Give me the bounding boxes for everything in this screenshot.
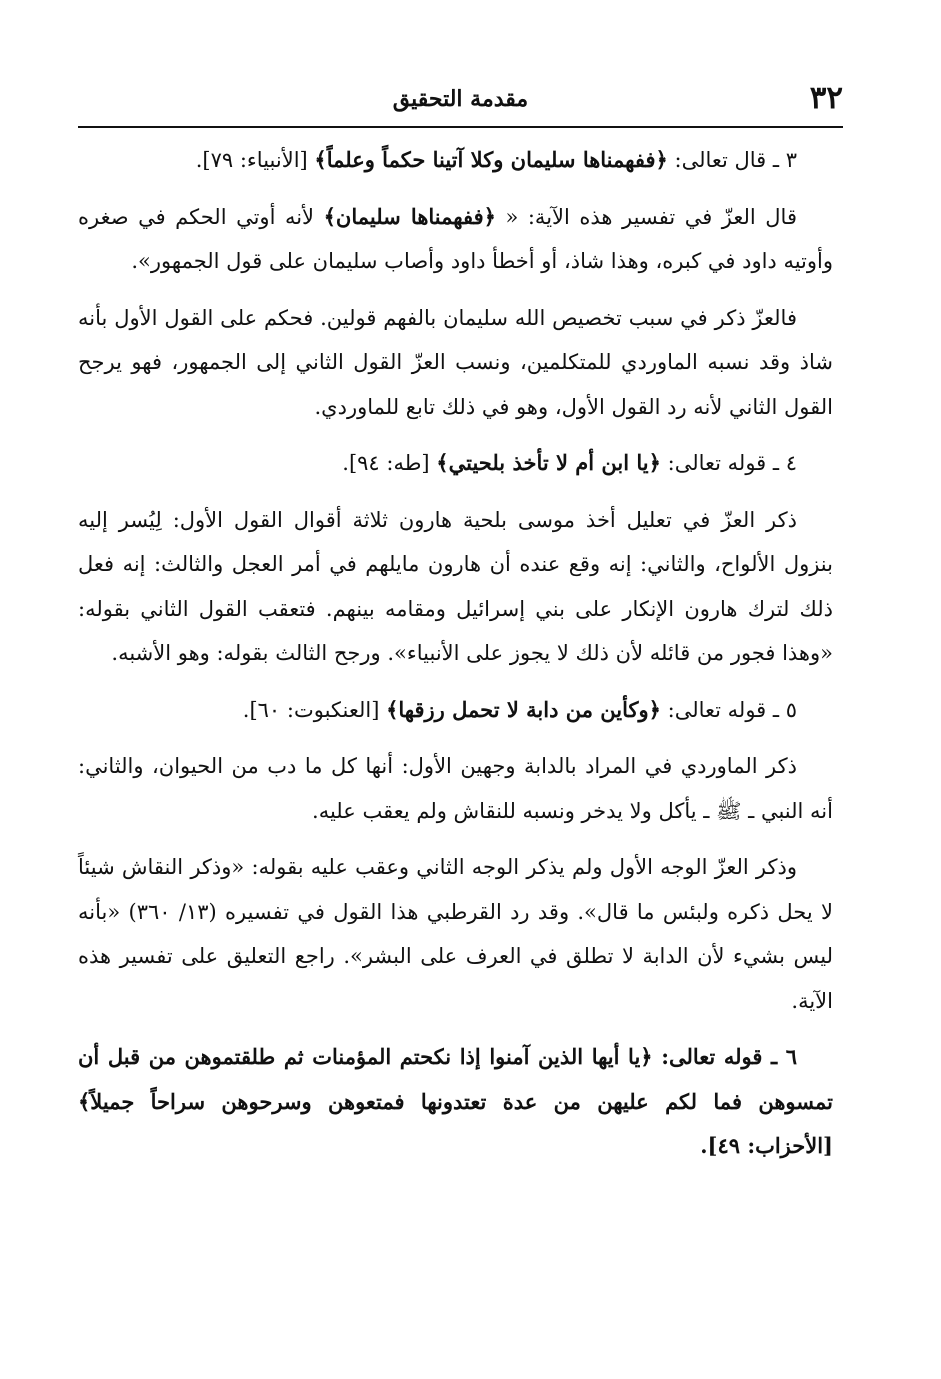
page-number: ٣٢ [809,80,843,116]
commentary-paragraph: فالعزّ ذكر في سبب تخصيص الله سليمان بالفهم قولين. فحكم على القول الأول بأنه شاذ وقد نسبه الماوردي للمتكلمين، ونسب العزّ القول الثاني إلى الجمهور، فهو يرجح القول الثاني لأنه رد القول الأول، وهو في ذلك تابع للماوردي. [78,305,833,419]
paragraph-text: قال العزّ في تفسير هذه الآية: « [495,204,797,229]
header-divider [78,126,843,128]
page-header [78,80,843,126]
item-reference: [الأنبياء: ٧٩]. [195,148,315,172]
item-reference: [العنكبوت: ٦٠]. [242,697,387,722]
item-reference: [الأحزاب: ٤٩]. [700,1133,833,1158]
paragraph-text: لأنه أوتي الحكم في صغره وأوتيه داود في كبره، وهذا شاذ، أو أخطأ داود وأصاب سليمان على قول الجمهور». [78,204,833,273]
item-prefix: ٦ ـ قوله تعالى: [652,1044,797,1069]
commentary-paragraph [78,195,833,284]
item-prefix: ٤ ـ قوله تعالى: [660,451,797,475]
verse-item-3 [78,138,833,183]
quran-quote: ﴿يا أيها الذين آمنوا إذا نكحتم المؤمنات ثم طلقتموهن من قبل أن تمسوهن فما لكم عليهن من عدة تعتدونها فمتعوهن وسرحوهن سراحاً جميلاً﴾ [78,1044,833,1114]
item-reference: [طه: ٩٤]. [342,451,437,475]
commentary-paragraph: ذكر العزّ في تعليل أخذ موسى بلحية هارون ثلاثة أقوال القول الأول: لِيُسر إليه بنزول الألواح، والثاني: إنه وقع عنده أن هارون مايلهم في أمر العجل والثالث: إنه فعل ذلك لترك هارون الإنكار على بني إسرائيل ومقامه بينهم. فتعقب القول الثاني بقوله: «وهذا فجور من قائله لأن ذلك لا يجوز على الأنبياء». ورجح الثالث بقوله: وهو الأشبه. [78,507,833,665]
quran-quote: ﴿ففهمناها سليمان﴾ [323,203,496,229]
verse-item-4 [78,441,833,486]
verse-item-6 [78,1035,833,1169]
quran-quote: ﴿يا ابن أم لا تأخذ بلحيتي﴾ [436,450,661,475]
item-prefix: ٣ ـ قال تعالى: [667,148,797,172]
page-body [78,138,833,1181]
quran-quote: ﴿ففهمناها سليمان وكلا آتينا حكماً وعلماً﴾ [314,147,668,172]
commentary-paragraph: وذكر العزّ الوجه الأول ولم يذكر الوجه الثاني وعقب عليه بقوله: «وذكر النقاش شيئاً لا يحل ذكره ولبئس ما قال». وقد رد القرطبي هذا القول في تفسيره (١٣/ ٣٦٠) «بأنه ليس بشيء لأن الدابة لا تطلق في العرف على البشر». راجع التعليق على تفسير هذه الآية. [78,855,833,1013]
commentary-paragraph: ذكر الماوردي في المراد بالدابة وجهين الأول: أنها كل ما دب من الحيوان، والثاني: أنه النبي ـ ﷺ ـ يأكل ولا يدخر ونسبه للنقاش ولم يعقب عليه. [78,754,833,823]
verse-item-5 [78,688,833,733]
running-title: مقدمة التحقيق [392,86,529,112]
item-prefix: ٥ ـ قوله تعالى: [660,697,797,722]
quran-quote: ﴿وكأين من دابة لا تحمل رزقها﴾ [386,696,661,722]
